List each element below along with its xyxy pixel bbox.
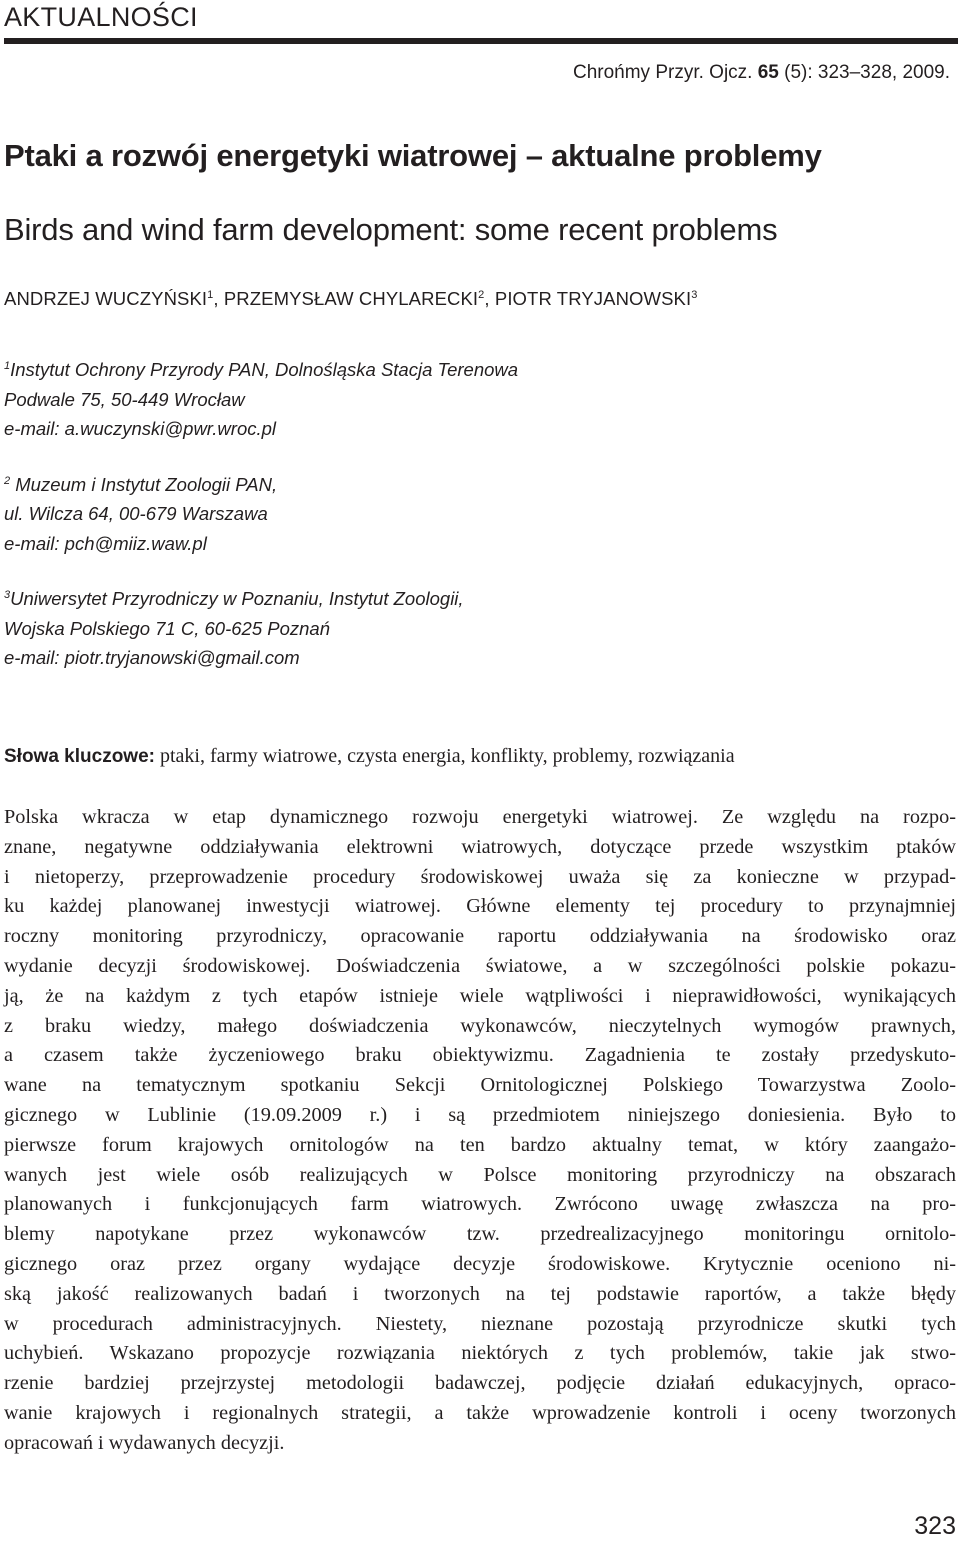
affiliation-mark: 3 bbox=[4, 589, 11, 602]
affiliation-institution: Instytut Ochrony Przyrody PAN, Dolnośląska Stacja Terenowa bbox=[10, 359, 519, 381]
keywords-label: Słowa kluczowe: bbox=[4, 746, 155, 767]
author-name: PIOTR TRYJANOWSKI bbox=[494, 288, 692, 309]
abstract-line: uchybień. Wskazano propozycje rozwiązania niektórych z tych problemów, takie jak stwo- bbox=[4, 1342, 956, 1365]
abstract-line: ską jakość realizowanych badań i tworzonych na tej podstawie raportów, a także błędy bbox=[4, 1282, 956, 1305]
page-number: 323 bbox=[914, 1512, 956, 1540]
abstract-line: wanych jest wiele osób realizujących w Polsce monitoring przyrodniczy na obszarach bbox=[4, 1163, 956, 1186]
affiliation-institution: Muzeum i Instytut Zoologii PAN, bbox=[10, 473, 278, 495]
abstract-line: wydanie decyzji środowiskowej. Doświadczenia światowe, a w szczególności polskie pokazu- bbox=[4, 954, 956, 977]
author-list bbox=[4, 288, 697, 310]
author-affiliation-mark: 3 bbox=[691, 288, 698, 301]
affiliation-mark: 2 bbox=[4, 474, 11, 487]
author-separator: , bbox=[484, 288, 495, 309]
abstract-line: w procedurach administracyjnych. Niestety, nieznane pozostają przyrodnicze skutki tych bbox=[4, 1312, 956, 1335]
header-rule bbox=[4, 38, 958, 44]
abstract-line: Polska wkracza w etap dynamicznego rozwoju energetyki wiatrowej. Ze względu na rozpo- bbox=[4, 806, 956, 828]
author-name: PRZEMYSŁAW CHYLARECKI bbox=[223, 288, 479, 309]
abstract-line: a czasem także życzeniowego braku obiektywizmu. Zagadnienia te zostały przedyskuto- bbox=[4, 1044, 956, 1067]
citation bbox=[573, 62, 950, 84]
affiliation-1 bbox=[4, 352, 518, 444]
affiliation-email: e-mail: pch@miiz.waw.pl bbox=[4, 532, 207, 554]
abstract-line: znane, negatywne oddziaływania elektrowni wiatrowych, dotyczące przede wszystkim ptaków bbox=[4, 835, 956, 858]
abstract-line: ku każdej planowanej inwestycji wiatrowej. Główne elementy tej procedury to przynajmniej bbox=[4, 895, 956, 918]
abstract-line: blemy napotykane przez wykonawców tzw. przedrealizacyjnego monitoringu ornitolo- bbox=[4, 1223, 956, 1246]
citation-pages-year: (5): 323–328, 2009. bbox=[778, 62, 950, 83]
abstract-line: wane na tematycznym spotkaniu Sekcji Ornitologicznej Polskiego Towarzystwa Zoolo- bbox=[4, 1074, 956, 1097]
author-separator: , bbox=[213, 288, 224, 309]
section-label: AKTUALNOŚCI bbox=[4, 2, 198, 32]
affiliation-mark: 1 bbox=[4, 360, 11, 372]
author-affiliation-mark: 2 bbox=[478, 288, 485, 301]
abstract-line: z braku wiedzy, małego doświadczenia wykonawców, nieczytelnych wymogów prawnych, bbox=[4, 1014, 956, 1037]
affiliation-email: e-mail: a.wuczynski@pwr.wroc.pl bbox=[4, 418, 277, 440]
affiliation-address: ul. Wilcza 64, 00-679 Warszawa bbox=[4, 503, 268, 525]
abstract bbox=[4, 803, 956, 1459]
abstract-line: wanie krajowych i regionalnych strategii, a także wprowadzenie kontroli i oceny tworzonych bbox=[4, 1401, 956, 1424]
abstract-line: gicznego w Lublinie (19.09.2009 r.) i są przedmiotem niniejszego doniesienia. Było to bbox=[4, 1103, 956, 1126]
abstract-line: opracowań i wydawanych decyzji. bbox=[4, 1431, 285, 1454]
abstract-line: gicznego oraz przez organy wydające decyzje środowiskowe. Krytycznie oceniono ni- bbox=[4, 1252, 956, 1275]
citation-volume: 65 bbox=[757, 62, 779, 83]
keywords bbox=[4, 745, 944, 768]
abstract-line: planowanych i funkcjonujących farm wiatrowych. Zwrócono uwagę zwłaszcza na pro- bbox=[4, 1193, 956, 1216]
affiliation-address: Podwale 75, 50-449 Wrocław bbox=[4, 388, 245, 410]
abstract-line: i nietoperzy, przeprowadzenie procedury środowiskowej uważa się za konieczne w przypad- bbox=[4, 865, 956, 888]
abstract-line: pierwsze forum krajowych ornitologów na ten bardzo aktualny temat, w który zaangażo- bbox=[4, 1133, 956, 1156]
citation-journal: Chrońmy Przyr. Ojcz. bbox=[572, 62, 758, 83]
affiliation-address: Wojska Polskiego 71 C, 60-625 Poznań bbox=[4, 617, 330, 639]
affiliation-institution: Uniwersytet Przyrodniczy w Poznaniu, Instytut Zoologii, bbox=[10, 588, 464, 610]
abstract-line: ją, że na każdym z tych etapów istnieje wiele wątpliwości i nieprawidłowości, wynikających bbox=[4, 984, 956, 1007]
author-affiliation-mark: 1 bbox=[207, 288, 214, 301]
author-name: ANDRZEJ WUCZYŃSKI bbox=[4, 288, 208, 309]
article-title-english: Birds and wind farm development: some recent problems bbox=[4, 212, 778, 247]
keywords-text: ptaki, farmy wiatrowe, czysta energia, konflikty, problemy, rozwiązania bbox=[154, 745, 735, 767]
affiliation-3 bbox=[4, 581, 518, 673]
affiliations bbox=[4, 352, 518, 696]
affiliation-email: e-mail: piotr.tryjanowski@gmail.com bbox=[4, 647, 300, 669]
article-title-polish: Ptaki a rozwój energetyki wiatrowej – aktualne problemy bbox=[4, 138, 822, 173]
abstract-line: roczny monitoring przyrodniczy, opracowanie raportu oddziaływania na środowisko oraz bbox=[4, 925, 956, 948]
affiliation-line bbox=[4, 581, 518, 614]
affiliation-2 bbox=[4, 467, 518, 559]
affiliation-line bbox=[4, 467, 518, 500]
abstract-line: rzenie bardziej przejrzystej metodologii badawczej, podjęcie działań edukacyjnych, opraco- bbox=[4, 1372, 956, 1395]
affiliation-line bbox=[4, 352, 518, 385]
